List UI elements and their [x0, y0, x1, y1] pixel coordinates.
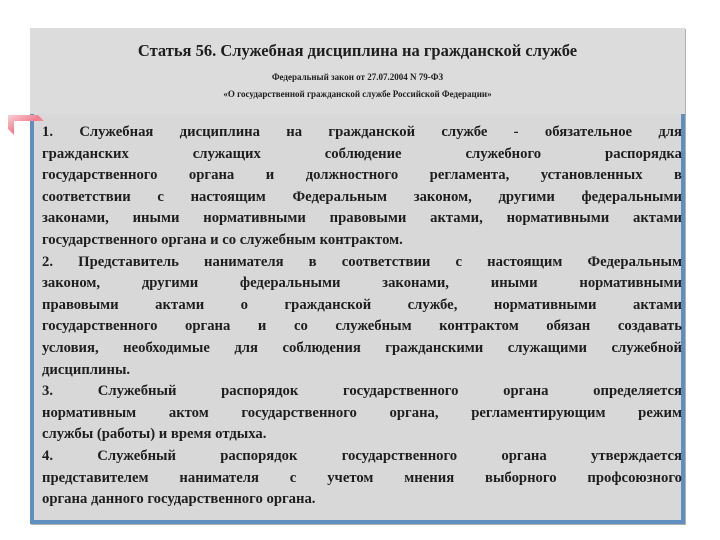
paragraph-line: 2. Представитель нанимателя в соответствии с настоящим Федеральным — [42, 253, 682, 270]
paragraph-line: представителем нанимателя с учетом мнения выборного профсоюзного — [42, 469, 682, 486]
paragraph-line: 1. Служебная дисциплина на гражданской службе - обязательное для — [42, 124, 682, 140]
paragraph-line: государственного органа и со служебным контрактом. — [42, 231, 403, 248]
paragraph-line: государственного органа и со служебным контрактом обязан создавать — [42, 318, 682, 335]
law-reference-line-1: Федеральный закон от 27.07.2004 N 79-ФЗ — [271, 72, 444, 82]
paragraph-1 — [42, 122, 682, 252]
paragraph-line: правовыми актами о гражданской службе, нормативными актами — [42, 296, 682, 313]
paragraph-line: нормативным актом государственного органа, регламентирующим режим — [42, 404, 682, 421]
paragraph-line: законами, иными нормативными правовыми актами, нормативными актами — [42, 210, 682, 227]
paragraph-line: органа данного государственного органа. — [42, 491, 316, 508]
paragraph-4 — [42, 446, 682, 511]
paragraph-line: соответствии с настоящим Федеральным законом, другими федеральными — [42, 188, 682, 205]
paragraph-2 — [42, 252, 682, 382]
paragraph-line: условия, необходимые для соблюдения гражданскими служащими служебной — [42, 339, 682, 356]
paragraph-line: 4. Служебный распорядок государственного органа утверждается — [42, 447, 682, 464]
article-title: Статья 56. Служебная дисциплина на гражданской службе — [137, 41, 578, 60]
paragraph-line: гражданских служащих соблюдение служебного распорядка — [42, 145, 682, 162]
law-reference-line-2: «О государственной гражданской службе Российской Федерации» — [223, 89, 492, 99]
paragraph-3 — [42, 381, 682, 446]
paragraph-line: дисциплины. — [42, 361, 131, 378]
paragraph-line: 3. Служебный распорядок государственного органа определяется — [42, 383, 682, 400]
paragraph-line: государственного органа и должностного регламента, установленных в — [42, 167, 682, 184]
paragraph-line: законом, другими федеральными законами, иными нормативными — [42, 275, 682, 292]
paragraph-line: службы (работы) и время отдыха. — [42, 426, 267, 443]
decorative-pink-corner — [8, 115, 44, 135]
law-reference — [30, 69, 685, 103]
article-body — [42, 122, 682, 511]
